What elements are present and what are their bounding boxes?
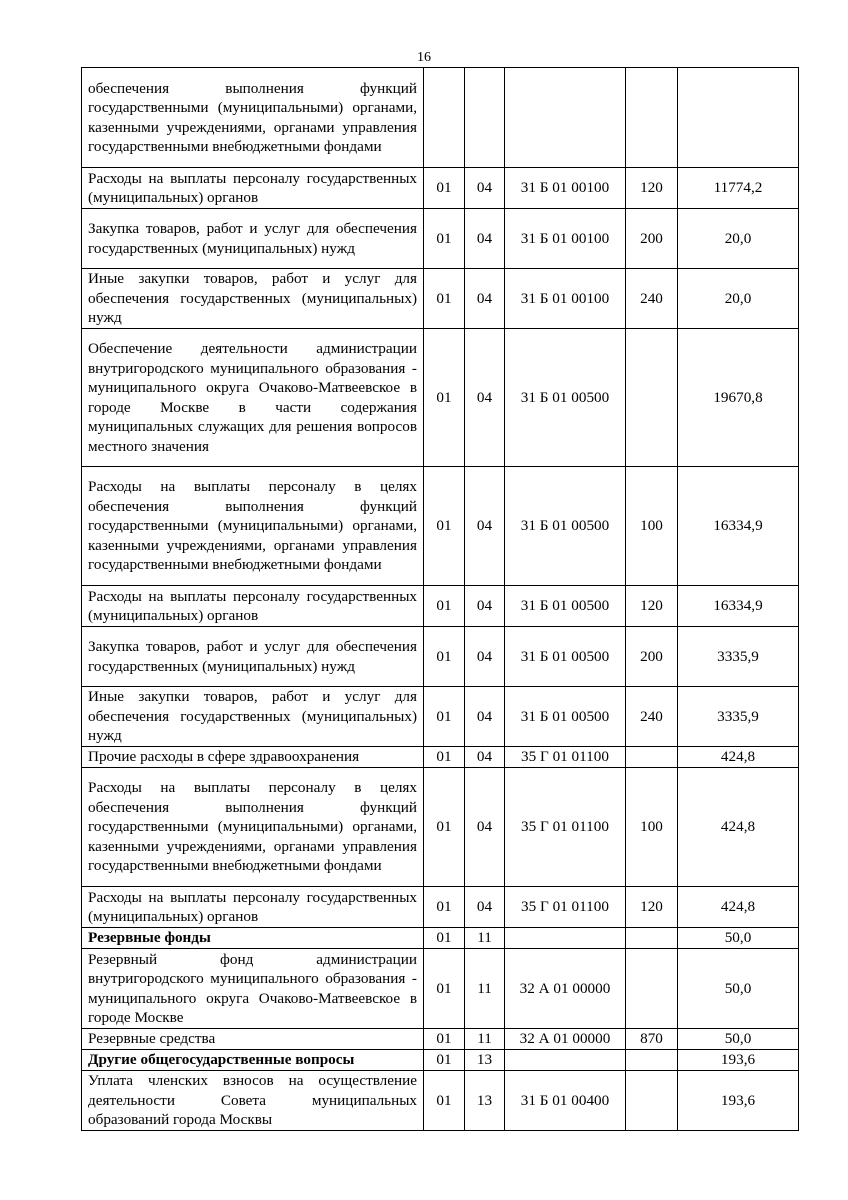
row-target-article-cell	[505, 928, 626, 949]
row-amount-cell: 16334,9	[678, 467, 799, 586]
table-row	[82, 1071, 799, 1131]
row-name-cell: Резервный фонд администрации внутригородского муниципального образования - муниципального округа Очаково-Матвеевское в городе Москве	[82, 949, 424, 1029]
row-amount-cell: 424,8	[678, 768, 799, 887]
table-body	[82, 68, 799, 1131]
row-expense-type-cell	[626, 928, 678, 949]
row-expense-type-cell	[626, 68, 678, 168]
budget-table	[81, 67, 799, 1131]
row-target-article-cell: 31 Б 01 00100	[505, 269, 626, 329]
row-section-cell: 01	[424, 768, 465, 887]
page-number: 16	[417, 50, 431, 65]
row-target-article-cell: 32 А 01 00000	[505, 949, 626, 1029]
row-subsection-cell: 04	[465, 586, 505, 627]
row-section-cell: 01	[424, 168, 465, 209]
row-name-cell: Резервные фонды	[82, 928, 424, 949]
row-section-cell: 01	[424, 928, 465, 949]
row-target-article-cell: 31 Б 01 00500	[505, 687, 626, 747]
row-target-article-cell	[505, 68, 626, 168]
row-target-article-cell	[505, 1050, 626, 1071]
row-amount-cell: 3335,9	[678, 687, 799, 747]
row-target-article-cell: 31 Б 01 00400	[505, 1071, 626, 1131]
row-amount-cell: 193,6	[678, 1071, 799, 1131]
row-target-article-cell: 32 А 01 00000	[505, 1029, 626, 1050]
row-target-article-cell: 31 Б 01 00100	[505, 209, 626, 269]
row-expense-type-cell: 200	[626, 627, 678, 687]
row-subsection-cell: 04	[465, 269, 505, 329]
table-row	[82, 68, 799, 168]
table-row	[82, 329, 799, 467]
row-section-cell: 01	[424, 687, 465, 747]
row-target-article-cell: 31 Б 01 00100	[505, 168, 626, 209]
row-amount-cell: 11774,2	[678, 168, 799, 209]
row-subsection-cell: 04	[465, 687, 505, 747]
row-name-cell: Расходы на выплаты персоналу в целях обеспечения выполнения функций государственными (муниципальными) органами, казенными учреждениями, органами управления государственными внебюджетными фондами	[82, 467, 424, 586]
row-expense-type-cell: 120	[626, 586, 678, 627]
table-row	[82, 768, 799, 887]
row-name-cell: Другие общегосударственные вопросы	[82, 1050, 424, 1071]
table-row	[82, 627, 799, 687]
row-section-cell: 01	[424, 269, 465, 329]
row-expense-type-cell	[626, 1071, 678, 1131]
row-name-cell: Обеспечение деятельности администрации внутригородского муниципального образования - муниципального округа Очаково-Матвеевское в городе Москве в части содержания муниципальных служащих для решения вопросов местного значения	[82, 329, 424, 467]
table-row	[82, 269, 799, 329]
row-subsection-cell: 04	[465, 747, 505, 768]
row-subsection-cell: 04	[465, 768, 505, 887]
row-target-article-cell: 35 Г 01 01100	[505, 887, 626, 928]
table-row	[82, 747, 799, 768]
table-row	[82, 209, 799, 269]
row-expense-type-cell: 240	[626, 269, 678, 329]
row-name-cell: Расходы на выплаты персоналу в целях обеспечения выполнения функций государственными (муниципальными) органами, казенными учреждениями, органами управления государственными внебюджетными фондами	[82, 768, 424, 887]
row-expense-type-cell: 240	[626, 687, 678, 747]
row-name-cell: Уплата членских взносов на осуществление деятельности Совета муниципальных образований города Москвы	[82, 1071, 424, 1131]
table-row	[82, 887, 799, 928]
row-expense-type-cell	[626, 1050, 678, 1071]
row-name-cell: Расходы на выплаты персоналу государственных (муниципальных) органов	[82, 887, 424, 928]
row-expense-type-cell: 100	[626, 768, 678, 887]
row-name-cell: Закупка товаров, работ и услуг для обеспечения государственных (муниципальных) нужд	[82, 627, 424, 687]
row-name-cell: Иные закупки товаров, работ и услуг для обеспечения государственных (муниципальных) нужд	[82, 687, 424, 747]
row-subsection-cell: 11	[465, 1029, 505, 1050]
row-section-cell: 01	[424, 1029, 465, 1050]
row-amount-cell	[678, 68, 799, 168]
row-section-cell: 01	[424, 747, 465, 768]
row-section-cell: 01	[424, 209, 465, 269]
row-expense-type-cell	[626, 949, 678, 1029]
row-target-article-cell: 31 Б 01 00500	[505, 329, 626, 467]
row-subsection-cell: 11	[465, 949, 505, 1029]
row-subsection-cell: 13	[465, 1050, 505, 1071]
row-section-cell	[424, 68, 465, 168]
row-subsection-cell: 04	[465, 329, 505, 467]
table-row	[82, 1050, 799, 1071]
row-amount-cell: 16334,9	[678, 586, 799, 627]
row-section-cell: 01	[424, 1071, 465, 1131]
row-amount-cell: 424,8	[678, 747, 799, 768]
row-amount-cell: 50,0	[678, 949, 799, 1029]
row-subsection-cell: 04	[465, 209, 505, 269]
row-section-cell: 01	[424, 1050, 465, 1071]
row-amount-cell: 3335,9	[678, 627, 799, 687]
row-amount-cell: 424,8	[678, 887, 799, 928]
row-subsection-cell: 11	[465, 928, 505, 949]
row-amount-cell: 50,0	[678, 928, 799, 949]
row-name-cell: обеспечения выполнения функций государственными (муниципальными) органами, казенными учреждениями, органами управления государственными внебюджетными фондами	[82, 68, 424, 168]
row-expense-type-cell: 100	[626, 467, 678, 586]
row-name-cell: Расходы на выплаты персоналу государственных (муниципальных) органов	[82, 168, 424, 209]
table-row	[82, 687, 799, 747]
table-row	[82, 586, 799, 627]
row-amount-cell: 19670,8	[678, 329, 799, 467]
row-section-cell: 01	[424, 467, 465, 586]
row-section-cell: 01	[424, 949, 465, 1029]
row-target-article-cell: 35 Г 01 01100	[505, 768, 626, 887]
table-row	[82, 1029, 799, 1050]
row-section-cell: 01	[424, 586, 465, 627]
table-row	[82, 168, 799, 209]
row-target-article-cell: 35 Г 01 01100	[505, 747, 626, 768]
row-section-cell: 01	[424, 627, 465, 687]
row-expense-type-cell: 870	[626, 1029, 678, 1050]
row-amount-cell: 20,0	[678, 209, 799, 269]
row-name-cell: Прочие расходы в сфере здравоохранения	[82, 747, 424, 768]
row-subsection-cell	[465, 68, 505, 168]
row-name-cell: Закупка товаров, работ и услуг для обеспечения государственных (муниципальных) нужд	[82, 209, 424, 269]
row-amount-cell: 20,0	[678, 269, 799, 329]
row-section-cell: 01	[424, 329, 465, 467]
row-target-article-cell: 31 Б 01 00500	[505, 467, 626, 586]
row-name-cell: Расходы на выплаты персоналу государственных (муниципальных) органов	[82, 586, 424, 627]
row-subsection-cell: 04	[465, 627, 505, 687]
row-target-article-cell: 31 Б 01 00500	[505, 627, 626, 687]
table-row	[82, 467, 799, 586]
row-expense-type-cell	[626, 329, 678, 467]
row-name-cell: Иные закупки товаров, работ и услуг для обеспечения государственных (муниципальных) нужд	[82, 269, 424, 329]
row-expense-type-cell	[626, 747, 678, 768]
row-expense-type-cell: 200	[626, 209, 678, 269]
row-target-article-cell: 31 Б 01 00500	[505, 586, 626, 627]
row-section-cell: 01	[424, 887, 465, 928]
row-subsection-cell: 04	[465, 168, 505, 209]
row-amount-cell: 193,6	[678, 1050, 799, 1071]
row-expense-type-cell: 120	[626, 887, 678, 928]
row-subsection-cell: 04	[465, 887, 505, 928]
row-amount-cell: 50,0	[678, 1029, 799, 1050]
row-expense-type-cell: 120	[626, 168, 678, 209]
table-row	[82, 928, 799, 949]
row-subsection-cell: 13	[465, 1071, 505, 1131]
row-name-cell: Резервные средства	[82, 1029, 424, 1050]
row-subsection-cell: 04	[465, 467, 505, 586]
table-row	[82, 949, 799, 1029]
